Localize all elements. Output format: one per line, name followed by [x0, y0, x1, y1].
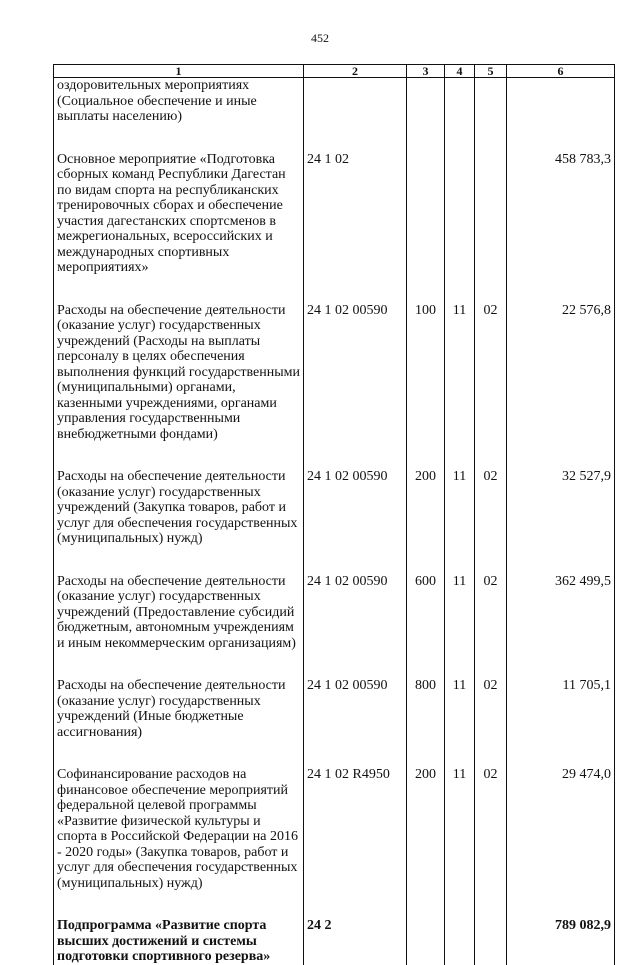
row-pr: 02 — [475, 303, 507, 470]
row-rz — [445, 78, 475, 152]
row-code: 24 1 02 00590 — [304, 574, 407, 679]
row-vr — [407, 918, 445, 965]
row-name: Подпрограмма «Развитие спорта высших достижений и системы подготовки спортивного резерва» — [54, 918, 304, 965]
row-name: Основное мероприятие «Подготовка сборных команд Республики Дагестан по видам спорта на республиканских тренировочных сборах и обеспечение участия дагестанских спортсменов в межрегиональных, всероссийских и международных спортивных мероприятиях» — [54, 152, 304, 303]
table-row — [54, 78, 615, 152]
row-amount — [507, 78, 615, 152]
row-rz: 11 — [445, 574, 475, 679]
row-pr — [475, 78, 507, 152]
row-amount: 362 499,5 — [507, 574, 615, 679]
row-code: 24 1 02 00590 — [304, 678, 407, 767]
row-vr: 800 — [407, 678, 445, 767]
row-name: Расходы на обеспечение деятельности (оказание услуг) государственных учреждений (Расходы на выплаты персоналу в целях обеспечения выполнения функций государственными (муниципальными) органами, казенными учреждениями, органами управления государственными внебюджетными фондами) — [54, 303, 304, 470]
table-row — [54, 678, 615, 767]
page-number: 452 — [311, 31, 329, 45]
table-row — [54, 574, 615, 679]
row-code: 24 1 02 00590 — [304, 303, 407, 470]
table-row — [54, 469, 615, 574]
row-rz: 11 — [445, 678, 475, 767]
row-name: Расходы на обеспечение деятельности (оказание услуг) государственных учреждений (Иные бюджетные ассигнования) — [54, 678, 304, 767]
header-col-1: 1 — [54, 65, 304, 78]
row-amount: 22 576,8 — [507, 303, 615, 470]
row-vr — [407, 152, 445, 303]
table-row — [54, 303, 615, 470]
row-code: 24 1 02 R4950 — [304, 767, 407, 918]
row-vr: 100 — [407, 303, 445, 470]
row-pr: 02 — [475, 574, 507, 679]
row-rz: 11 — [445, 469, 475, 574]
row-pr — [475, 918, 507, 965]
table-row — [54, 918, 615, 965]
row-pr: 02 — [475, 767, 507, 918]
row-pr — [475, 152, 507, 303]
row-rz: 11 — [445, 303, 475, 470]
row-pr: 02 — [475, 678, 507, 767]
row-rz: 11 — [445, 767, 475, 918]
row-code: 24 2 — [304, 918, 407, 965]
header-col-4: 4 — [445, 65, 475, 78]
header-col-5: 5 — [475, 65, 507, 78]
header-col-6: 6 — [507, 65, 615, 78]
row-name: Расходы на обеспечение деятельности (оказание услуг) государственных учреждений (Предоставление субсидий бюджетным, автономным учреждениям и иным некоммерческим организациям) — [54, 574, 304, 679]
row-amount: 789 082,9 — [507, 918, 615, 965]
row-code: 24 1 02 — [304, 152, 407, 303]
row-amount: 458 783,3 — [507, 152, 615, 303]
row-code: 24 1 02 00590 — [304, 469, 407, 574]
row-vr — [407, 78, 445, 152]
row-code — [304, 78, 407, 152]
header-col-3: 3 — [407, 65, 445, 78]
row-vr: 600 — [407, 574, 445, 679]
row-amount: 32 527,9 — [507, 469, 615, 574]
row-name: оздоровительных мероприятиях (Социальное обеспечение и иные выплаты населению) — [54, 78, 304, 152]
row-amount: 29 474,0 — [507, 767, 615, 918]
row-pr: 02 — [475, 469, 507, 574]
budget-table — [53, 64, 615, 965]
row-amount: 11 705,1 — [507, 678, 615, 767]
row-vr: 200 — [407, 469, 445, 574]
row-rz — [445, 918, 475, 965]
table-row — [54, 767, 615, 918]
row-name: Софинансирование расходов на финансовое обеспечение мероприятий федеральной целевой программы «Развитие физической культуры и спорта в Российской Федерации на 2016 - 2020 годы» (Закупка товаров, работ и услуг для обеспечения государственных (муниципальных) нужд) — [54, 767, 304, 918]
table-row — [54, 152, 615, 303]
row-rz — [445, 152, 475, 303]
header-row — [54, 65, 615, 78]
row-vr: 200 — [407, 767, 445, 918]
header-col-2: 2 — [304, 65, 407, 78]
row-name: Расходы на обеспечение деятельности (оказание услуг) государственных учреждений (Закупка товаров, работ и услуг для обеспечения государственных (муниципальных) нужд) — [54, 469, 304, 574]
